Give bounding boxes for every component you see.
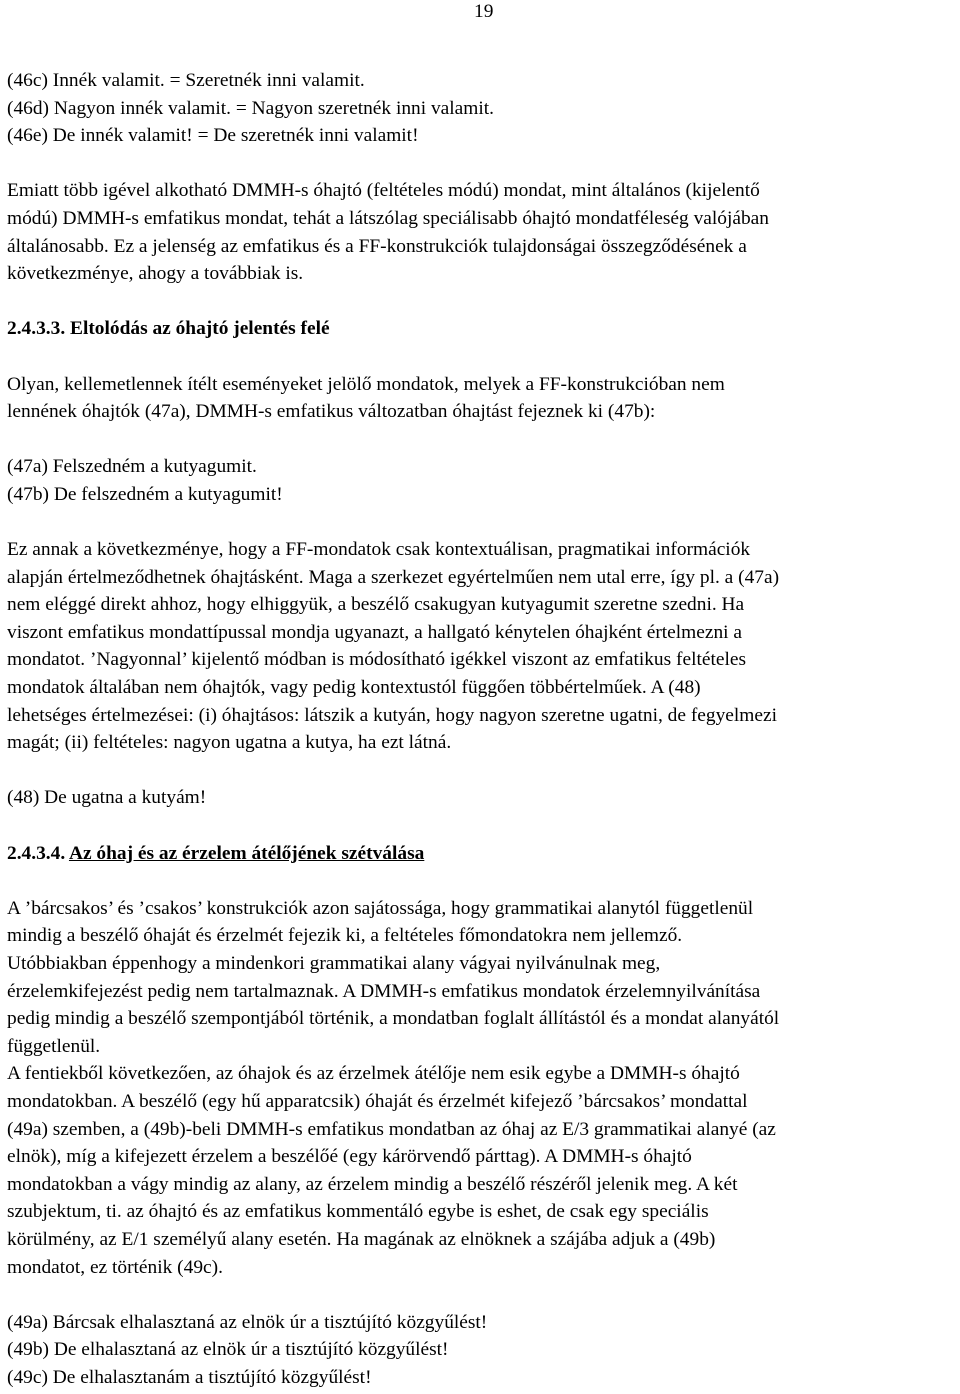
paragraph-1 [7, 177, 960, 287]
text-line: mondatok általában nem óhajtók, vagy pedig kontextustól függően többértelműek. A (48) [7, 677, 701, 699]
text-line: Utóbbiakban éppenhogy a mindenkori grammatikai alany vágyai nyilvánulnak meg, [7, 953, 661, 974]
text-line: mindig a beszélő óhaját és érzelmét fejezik ki, a feltételes főmondatokra nem jellemző. [7, 925, 683, 947]
paragraph-4 [7, 895, 960, 1061]
example-line: (46c) Innék valamit. = Szeretnék inni valamit. [7, 70, 365, 91]
text-line: következménye, ahogy a továbbiak is. [7, 263, 304, 285]
text-line: mondatot. ’Nagyonnal’ kijelentő módban is módosítható igékkel viszont az emfatikus feltételes [7, 649, 746, 671]
example-line: (46d) Nagyon innék valamit. = Nagyon szeretnék inni valamit. [7, 97, 494, 119]
section-number: 2.4.3.3. [7, 318, 66, 340]
example-line: (47b) De felszedném a kutyagumit! [7, 483, 283, 505]
examples-47 [7, 453, 960, 508]
text-line: mondatot, ez történik (49c). [7, 1256, 223, 1278]
page-number: 19 [474, 1, 494, 22]
text-line: lennének óhajtók (47a), DMMH-s emfatikus változatban óhajtást fejeznek ki (47b): [7, 401, 656, 423]
text-line: körülmény, az E/1 személyű alany esetén. Ha magának az elnöknek a szájába adjuk a (49b) [7, 1228, 716, 1250]
paragraph-3 [7, 536, 960, 757]
text-line: elnök), míg a kifejezett érzelem a beszélőé (egy kárörvendő párttag). A DMMH-s óhajtó [7, 1146, 692, 1168]
text-line: magát; (ii) feltételes: nagyon ugatna a kutya, ha ezt látná. [7, 732, 452, 754]
section-heading-2-4-3-4 [7, 840, 960, 868]
text-line: függetlenül. [7, 1035, 101, 1057]
example-line: (49b) De elhalasztaná az elnök úr a tisztújító közgyűlést! [7, 1339, 449, 1361]
text-line: A ’bárcsakos’ és ’csakos’ konstrukciók azon sajátossága, hogy grammatikai alanytól függetlenül [7, 897, 754, 919]
example-48 [7, 784, 960, 812]
text-line: lehetséges értelmezései: (i) óhajtásos: látszik a kutyán, hogy nagyon szeretne ugatni, de fegyelmezi [7, 704, 777, 726]
example-line: (47a) Felszedném a kutyagumit. [7, 456, 257, 478]
example-line: (48) De ugatna a kutyám! [7, 787, 207, 809]
text-line: érzelemkifejezést pedig nem tartalmaznak. A DMMH-s emfatikus mondatok érzelemnyilvánítása [7, 980, 761, 1002]
section-number: 2.4.3.4. [7, 842, 66, 864]
text-line: mondatokban. A beszélő (egy hű apparatcsik) óhaját és érzelmét kifejező ’bárcsakos’ mondattal [7, 1090, 748, 1112]
text-line: Ez annak a következménye, hogy a FF-mondatok csak kontextuálisan, pragmatikai információk [7, 539, 751, 561]
page-body [7, 67, 960, 1392]
text-line: szubjektum, ti. az óhajtó és az emfatikus kommentáló egybe is eshet, de csak egy speciális [7, 1201, 709, 1223]
section-heading-2-4-3-3 [7, 315, 960, 343]
text-line: A fentiekből következően, az óhajok és az érzelmek átélője nem esik egybe a DMMH-s óhajtó [7, 1063, 740, 1085]
example-line: (46e) De innék valamit! = De szeretnék inni valamit! [7, 125, 419, 147]
text-line: nem eléggé direkt ahhoz, hogy elhiggyük, a beszélő csakugyan kutyagumit szeretne szedni. Ha [7, 594, 745, 616]
section-title: Eltolódás az óhajtó jelentés felé [70, 318, 330, 340]
paragraph-5 [7, 1060, 960, 1281]
example-line: (49c) De elhalasztanám a tisztújító közgyűlést! [7, 1366, 372, 1388]
text-line: viszont emfatikus mondattípussal mondja ugyanazt, a hallgató kénytelen óhajként értelmezni a [7, 621, 743, 643]
text-line: módú) DMMH-s emfatikus mondat, tehát a látszólag speciálisabb óhajtó mondatféleség valójában [7, 207, 769, 229]
text-line: pedig mindig a beszélő szempontjából történik, a mondatban foglalt állítástól és a mondat alanyától [7, 1008, 780, 1030]
text-line: általánosabb. Ez a jelenség az emfatikus és a FF-konstrukciók tulajdonságai összegződésének a [7, 235, 747, 257]
paragraph-2 [7, 371, 960, 426]
text-line: Olyan, kellemetlennek ítélt eseményeket jelölő mondatok, melyek a FF-konstrukcióban nem [7, 373, 725, 395]
examples-49 [7, 1309, 960, 1392]
text-line: (49a) szemben, a (49b)-beli DMMH-s emfatikus mondatban az óhaj az E/3 grammatikai alanyé (az [7, 1118, 776, 1140]
text-line: alapján értelmeződhetnek óhajtásként. Maga a szerkezet egyértelműen nem utal erre, így pl. a (47a) [7, 566, 780, 588]
text-line: mondatokban a vágy mindig az alany, az érzelem mindig a beszélő részéről jelenik meg. A két [7, 1173, 738, 1195]
section-title: Az óhaj és az érzelem átélőjének szétválása [68, 842, 425, 864]
example-line: (49a) Bárcsak elhalasztaná az elnök úr a tisztújító közgyűlést! [7, 1311, 488, 1333]
text-line: Emiatt több igével alkotható DMMH-s óhajtó (feltételes módú) mondat, mint általános (kijelentő [7, 180, 760, 202]
examples-46 [7, 67, 960, 150]
